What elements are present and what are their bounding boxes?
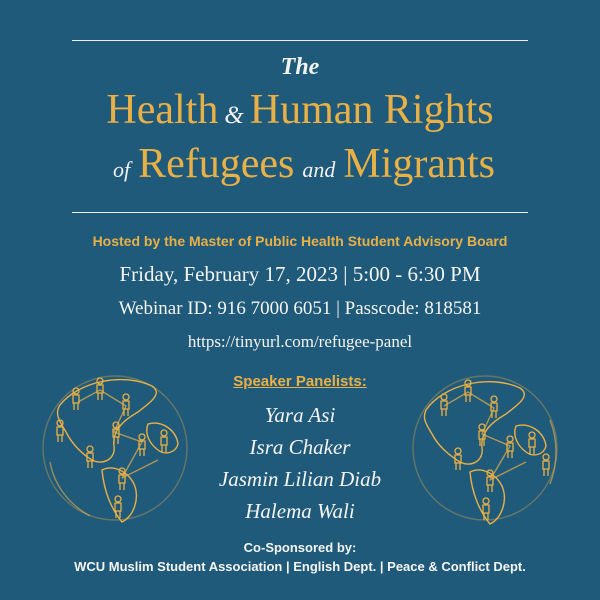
title-line-1 [0,86,600,134]
title-health: Health [106,87,219,133]
speaker-name: Yara Asi [264,403,336,427]
title-of: of [112,157,131,182]
registration-link[interactable]: https://tinyurl.com/refugee-panel [187,332,413,351]
title-the: The [280,54,320,80]
title-refugees: Refugees [138,141,295,187]
speaker-name: Isra Chaker [249,435,351,459]
title-human-rights: Human Rights [249,87,494,133]
speaker-panelists-heading: Speaker Panelists: [233,373,367,390]
speaker-name: Halema Wali [245,499,355,523]
title-ampersand: & [224,102,244,129]
globe-people-icon-right [400,360,570,530]
title-migrants: Migrants [343,141,496,187]
host-line: Hosted by the Master of Public Health Student Advisory Board [92,233,508,249]
title-and: and [302,157,336,182]
bottom-divider [72,212,528,213]
cosponsor-list: WCU Muslim Student Association | English Dept. | Peace & Conflict Dept. [74,559,526,574]
webinar-details: Webinar ID: 916 7000 6051 | Passcode: 818581 [118,298,482,319]
title-line-2 [0,140,600,188]
speaker-name: Jasmin Lilian Diab [218,467,382,491]
top-divider [72,40,528,41]
event-datetime: Friday, February 17, 2023 | 5:00 - 6:30 PM [119,262,481,286]
globe-people-icon-left [30,360,200,530]
cosponsor-label: Co-Sponsored by: [243,540,357,555]
